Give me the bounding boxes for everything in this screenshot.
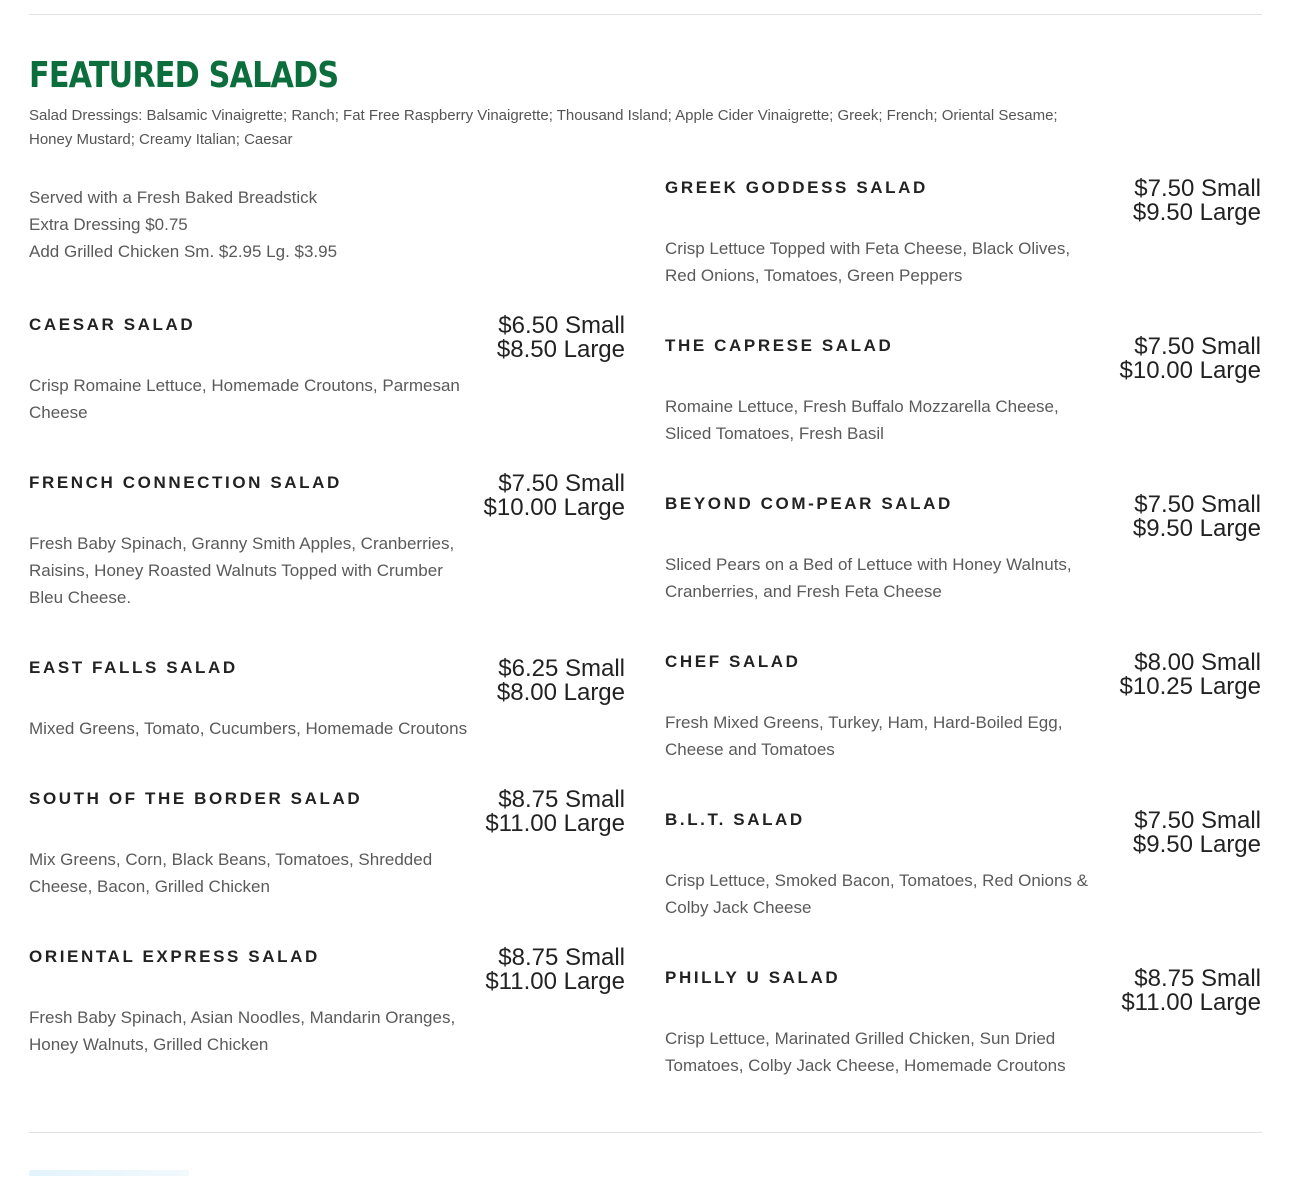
menu-item-greek-goddess-salad: [665, 177, 1261, 287]
item-description: Fresh Baby Spinach, Granny Smith Apples, Cranberries, Raisins, Honey Roasted Walnuts Topped with Crumber Bleu Cheese.: [29, 534, 455, 607]
item-name: EAST FALLS SALAD: [29, 658, 238, 677]
menu-item-philly-u-salad: [665, 967, 1261, 1077]
price-large: $11.00 Large: [485, 810, 625, 837]
item-price: [1121, 967, 1261, 1015]
item-description: Sliced Pears on a Bed of Lettuce with Honey Walnuts, Cranberries, and Fresh Feta Cheese: [665, 555, 1072, 601]
price-small: $6.25 Small: [498, 655, 625, 682]
price-large: $10.00 Large: [483, 494, 625, 521]
item-description: Fresh Baby Spinach, Asian Noodles, Mandarin Oranges, Honey Walnuts, Grilled Chicken: [29, 1008, 456, 1054]
section-title: FEATURED SALADS: [29, 55, 339, 96]
price-small: $7.50 Small: [1134, 333, 1261, 360]
item-name: ORIENTAL EXPRESS SALAD: [29, 947, 320, 966]
price-small: $7.50 Small: [1134, 175, 1261, 202]
item-name: PHILLY U SALAD: [665, 968, 841, 987]
price-large: $9.50 Large: [1132, 515, 1261, 542]
price-large: $10.00 Large: [1119, 357, 1261, 384]
item-name: THE CAPRESE SALAD: [665, 336, 894, 355]
item-name: CHEF SALAD: [665, 652, 801, 671]
price-small: $8.75 Small: [1134, 965, 1261, 992]
dressings-list: Salad Dressings: Balsamic Vinaigrette; Ranch; Fat Free Raspberry Vinaigrette; Thousand Island; Apple Cider Vinaigrette; Greek; French; Oriental Sesame; Honey Mustard; Creamy Italian; Caesar: [29, 107, 1058, 148]
menu-item-chef-salad: [665, 651, 1261, 761]
item-description: Fresh Mixed Greens, Turkey, Ham, Hard-Boiled Egg, Cheese and Tomatoes: [665, 713, 1063, 759]
menu-item-french-connection-salad: [29, 472, 625, 612]
price-small: $7.50 Small: [498, 470, 625, 497]
menu-item-the-caprese-salad: [665, 335, 1261, 445]
item-name: CAESAR SALAD: [29, 315, 196, 334]
price-large: $9.50 Large: [1132, 199, 1261, 226]
extras-line: Extra Dressing $0.75: [29, 215, 188, 234]
price-small: $8.75 Small: [498, 786, 625, 813]
item-price: [485, 946, 625, 994]
item-price: [484, 472, 625, 520]
menu-item-caesar-salad: [29, 314, 625, 424]
extras-info: [29, 184, 337, 265]
item-description: Crisp Lettuce, Marinated Grilled Chicken, Sun Dried Tomatoes, Colby Jack Cheese, Homemade Croutons: [665, 1029, 1066, 1075]
price-small: $6.50 Small: [498, 312, 625, 339]
item-description: Mix Greens, Corn, Black Beans, Tomatoes, Shredded Cheese, Bacon, Grilled Chicken: [29, 850, 433, 896]
price-large: $10.25 Large: [1119, 673, 1261, 700]
next-section-heading-cutoff: [29, 1166, 189, 1178]
item-name: FRENCH CONNECTION SALAD: [29, 473, 342, 492]
menu-item-south-of-the-border-salad: [29, 788, 625, 898]
price-large: $8.50 Large: [496, 336, 625, 363]
price-small: $7.50 Small: [1134, 491, 1261, 518]
item-description: Crisp Lettuce, Smoked Bacon, Tomatoes, Red Onions & Colby Jack Cheese: [665, 871, 1089, 917]
item-description: Crisp Lettuce Topped with Feta Cheese, Black Olives, Red Onions, Tomatoes, Green Peppers: [665, 239, 1071, 285]
item-price: [1120, 651, 1261, 699]
item-price: [497, 314, 625, 362]
menu-item-blt-salad: [665, 809, 1261, 919]
price-large: $9.50 Large: [1132, 831, 1261, 858]
item-name: BEYOND COM-PEAR SALAD: [665, 494, 953, 513]
item-price: [1120, 335, 1261, 383]
menu-item-beyond-com-pear-salad: [665, 493, 1261, 603]
price-small: $8.00 Small: [1134, 649, 1261, 676]
menu-item-oriental-express-salad: [29, 946, 625, 1056]
price-large: $8.00 Large: [496, 679, 625, 706]
extras-line: Add Grilled Chicken Sm. $2.95 Lg. $3.95: [29, 242, 338, 261]
item-name: GREEK GODDESS SALAD: [665, 178, 928, 197]
item-description: Mixed Greens, Tomato, Cucumbers, Homemade Croutons: [29, 719, 468, 738]
top-divider: [29, 14, 1262, 15]
item-price: [1133, 493, 1261, 541]
item-name: SOUTH OF THE BORDER SALAD: [29, 789, 363, 808]
extras-line: Served with a Fresh Baked Breadstick: [29, 188, 318, 207]
item-price: [1133, 809, 1261, 857]
bottom-divider: [29, 1132, 1262, 1133]
item-description: Crisp Romaine Lettuce, Homemade Croutons, Parmesan Cheese: [29, 376, 460, 422]
price-large: $11.00 Large: [485, 968, 625, 995]
item-name: B.L.T. SALAD: [665, 810, 805, 829]
price-small: $8.75 Small: [498, 944, 625, 971]
price-small: $7.50 Small: [1134, 807, 1261, 834]
price-large: $11.00 Large: [1121, 989, 1261, 1016]
item-description: Romaine Lettuce, Fresh Buffalo Mozzarella Cheese, Sliced Tomatoes, Fresh Basil: [665, 397, 1059, 443]
item-price: [1133, 177, 1261, 225]
item-price: [497, 657, 625, 705]
item-price: [485, 788, 625, 836]
menu-item-east-falls-salad: [29, 657, 625, 747]
